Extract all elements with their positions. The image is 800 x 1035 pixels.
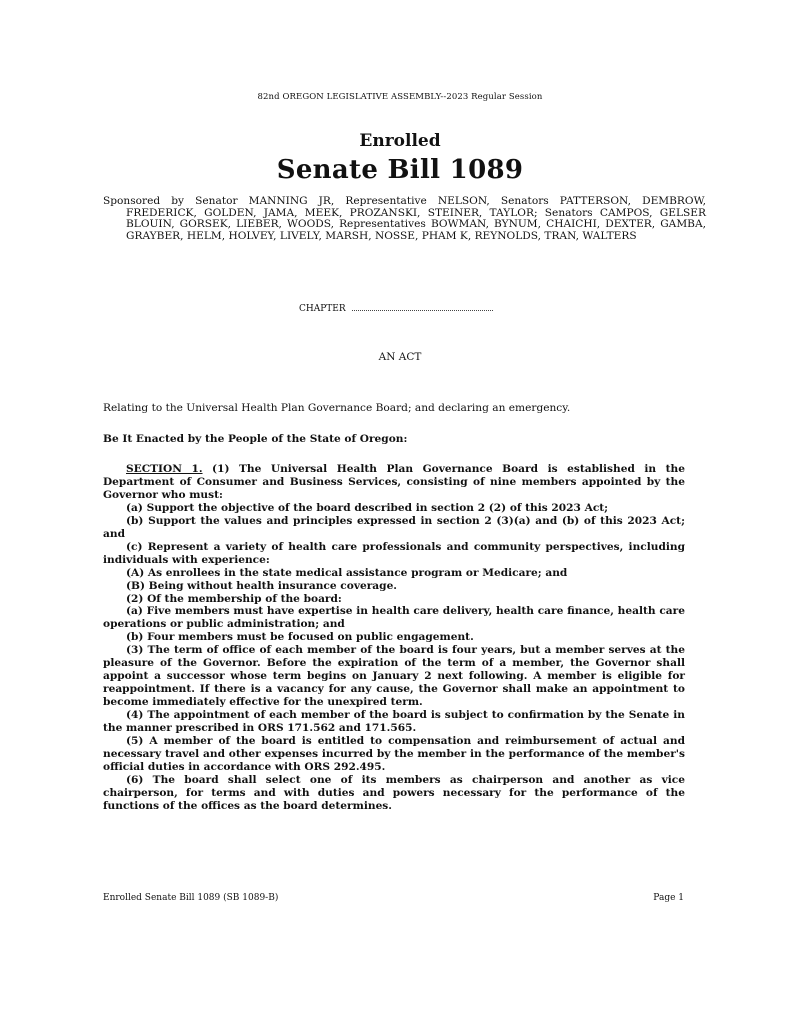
section-paragraph: (A) As enrollees in the state medical assistance program or Medicare; and — [126, 566, 568, 579]
chapter-label: CHAPTER — [299, 304, 346, 314]
section-paragraph: (3) The term of office of each member of the board is four years, but a member serves at the pleasure of the Governor. Before the expiration of the term of a member, the Governor shall appoint a successor whose term begins on January 2 next following. A member is eligible for reappointment. If there is a vacancy for any cause, the Governor shall make an appointment to become immediately effective for the unexpired term. — [103, 644, 685, 709]
section-intro-text: (1) The Universal Health Plan Governance Board is established in the Department of Consumer and Business Services, consisting of nine members appointed by the Governor who must: — [103, 463, 685, 501]
enacting-clause: Be It Enacted by the People of the State of Oregon: — [103, 433, 408, 445]
sponsors-list: Sponsored by Senator MANNING JR, Representative NELSON, Senators PATTERSON, DEMBROW, FREDERICK, GOLDEN, JAMA, MEEK, PROZANSKI, STEINER, TAYLOR; Senators CAMPOS, GELSER BLOUIN, GORSEK, LIEBER, WOODS, Representatives BOWMAN, BYNUM, CHAICHI, DEXTER, GAMBA, GRAYBER, HELM, HOLVEY, LIVELY, MARSH, NOSSE, PHAM K, REYNOLDS, TRAN, WALTERS — [103, 195, 706, 242]
section-paragraph: (2) Of the membership of the board: — [126, 592, 342, 605]
chapter-line — [299, 303, 493, 314]
section-paragraph: (5) A member of the board is entitled to compensation and reimbursement of actual and necessary travel and other expenses incurred by the member in the performance of the member's official duties in accordance with ORS 292.495. — [103, 735, 685, 773]
footer-page-number: Page 1 — [653, 893, 684, 903]
section-intro — [103, 463, 685, 502]
section-paragraph: (4) The appointment of each member of the board is subject to confirmation by the Senate in the manner prescribed in ORS 171.562 and 171.565. — [103, 709, 685, 735]
relating-clause: Relating to the Universal Health Plan Governance Board; and declaring an emergency. — [103, 402, 571, 414]
enrolled-label: Enrolled — [359, 131, 441, 151]
section-paragraph: (a) Support the objective of the board described in section 2 (2) of this 2023 Act; — [126, 501, 609, 514]
bill-title: Senate Bill 1089 — [276, 155, 524, 185]
section-paragraph: (6) The board shall select one of its members as chairperson and another as vice chairperson, for terms and with duties and powers necessary for the performance of the functions of the offices as the board determines. — [103, 773, 685, 812]
section-paragraph: (b) Support the values and principles expressed in section 2 (3)(a) and (b) of this 2023 Act; and — [103, 514, 685, 540]
session-header: 82nd OREGON LEGISLATIVE ASSEMBLY--2023 Regular Session — [257, 92, 543, 102]
section-body — [103, 463, 685, 813]
section-paragraph: (B) Being without health insurance coverage. — [126, 579, 397, 592]
act-title: AN ACT — [378, 351, 422, 363]
footer-bill-reference: Enrolled Senate Bill 1089 (SB 1089-B) — [103, 893, 279, 903]
section-paragraph: (b) Four members must be focused on public engagement. — [126, 631, 474, 644]
section-paragraph: (c) Represent a variety of health care professionals and community perspectives, including individuals with experience: — [103, 540, 685, 566]
section-label: SECTION 1. — [126, 463, 203, 475]
section-paragraph: (a) Five members must have expertise in health care delivery, health care finance, health care operations or public administration; and — [103, 605, 685, 631]
chapter-blank — [352, 303, 493, 311]
